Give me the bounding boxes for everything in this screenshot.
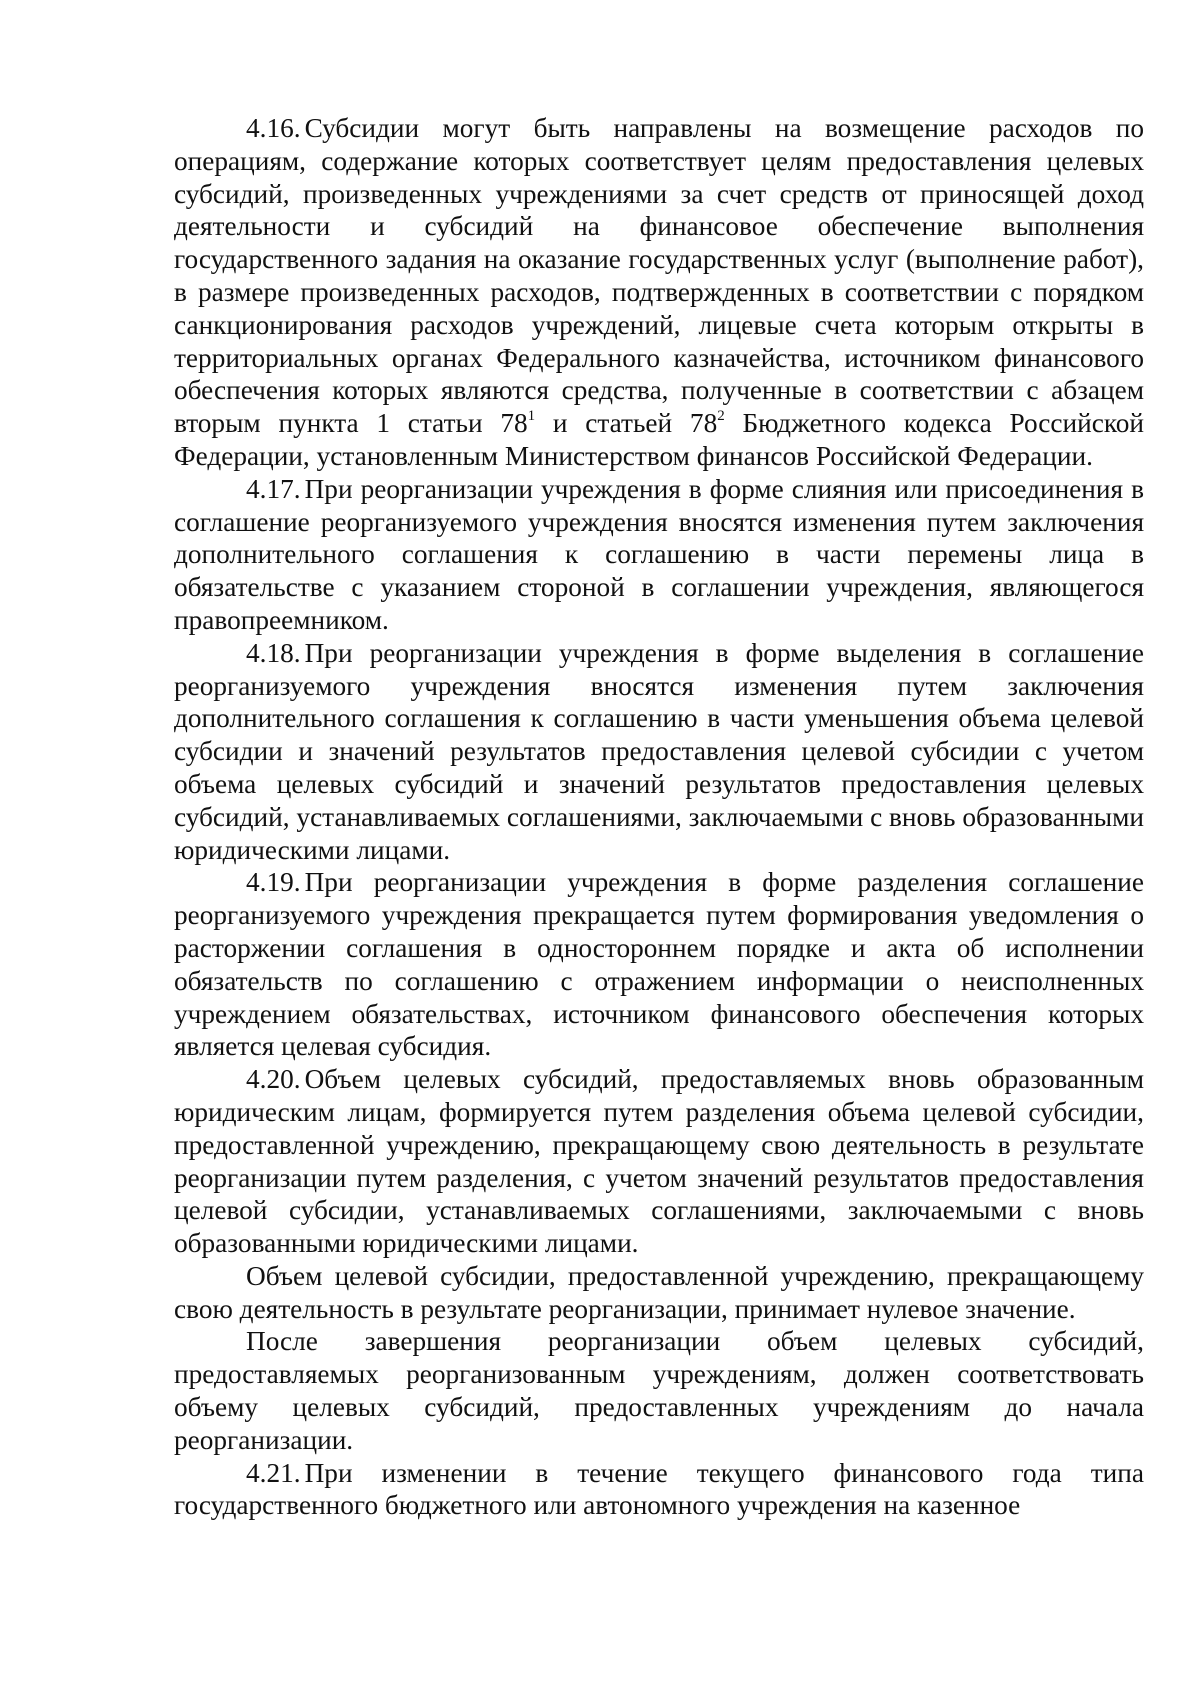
paragraph-number: 4.18.	[246, 637, 301, 668]
paragraph-text: Субсидии могут быть направлены на возмещение расходов по операциям, содержание которых соответствует целям предоставления целевых субсидий, произведенных учреждениями за счет средств от приносящей доход деятельности и субсидий на финансовое обеспечение выполнения государственного задания на оказание государственных услуг (выполнение работ), в размере произведенных расходов, подтвержденных в соответствии с порядком санкционирования расходов учреждений, лицевые счета которым открыты в территориальных органах Федерального казначейства, источником финансового обеспечения которых являются средства, полученные в соответствии с абзацем вторым пункта 1 статьи 78	[174, 113, 1144, 439]
paragraph-number: 4.19.	[246, 867, 301, 898]
paragraph-text: и статьей 78	[535, 408, 718, 439]
paragraph-text: Объем целевой субсидии, предоставленной учреждению, прекращающему свою деятельность в результате реорганизации, принимает нулевое значение.	[174, 1260, 1144, 1324]
paragraph-4-20	[174, 1063, 1144, 1260]
paragraph-4-17	[174, 473, 1144, 637]
paragraph-4-18	[174, 637, 1144, 867]
paragraph-text: После завершения реорганизации объем целевых субсидий, предоставляемых реорганизованным учреждениям, должен соответствовать объему целевых субсидий, предоставленных учреждениям до начала реорганизации.	[174, 1326, 1144, 1455]
paragraph-4-20-zero-value	[174, 1260, 1144, 1326]
paragraph-text: При реорганизации учреждения в форме выделения в соглашение реорганизуемого учреждения вносятся изменения путем заключения дополнительного соглашения к соглашению в части уменьшения объема целевой субсидии и значений результатов предоставления целевой субсидии с учетом объема целевых субсидий и значений результатов предоставления целевых субсидий, устанавливаемых соглашениями, заключаемыми с вновь образованными юридическими лицами.	[174, 637, 1144, 865]
paragraph-4-16	[174, 112, 1144, 473]
paragraph-number: 4.21.	[246, 1457, 301, 1488]
paragraph-number: 4.20.	[246, 1064, 301, 1095]
document-page	[174, 112, 1144, 1522]
superscript: 2	[717, 408, 725, 425]
paragraph-4-21	[174, 1457, 1144, 1523]
paragraph-text: При изменении в течение текущего финансового года типа государственного бюджетного или автономного учреждения на казенное	[174, 1457, 1144, 1521]
paragraph-4-19	[174, 866, 1144, 1063]
superscript: 1	[527, 408, 536, 425]
paragraph-4-20-after-reorganization	[174, 1325, 1144, 1456]
paragraph-text: При реорганизации учреждения в форме слияния или присоединения в соглашение реорганизуемого учреждения вносятся изменения путем заключения дополнительного соглашения к соглашению в части перемены лица в обязательстве с указанием стороной в соглашении учреждения, являющегося правопреемником.	[174, 473, 1144, 635]
paragraph-text: При реорганизации учреждения в форме разделения соглашение реорганизуемого учреждения прекращается путем формирования уведомления о расторжении соглашения в одностороннем порядке и акта об исполнении обязательств по соглашению с отражением информации о неисполненных учреждением обязательствах, источником финансового обеспечения которых является целевая субсидия.	[174, 867, 1144, 1062]
paragraph-number: 4.16.	[246, 113, 301, 143]
paragraph-number: 4.17.	[246, 473, 301, 504]
paragraph-text: Бюджетного кодекса Российской Федерации, установленным Министерством финансов Российской Федерации.	[174, 408, 1144, 471]
paragraph-text: Объем целевых субсидий, предоставляемых вновь образованным юридическим лицам, формируется путем разделения объема целевой субсидии, предоставленной учреждению, прекращающему свою деятельность в результате реорганизации путем разделения, с учетом значений результатов предоставления целевой субсидии, устанавливаемых соглашениями, заключаемыми с вновь образованными юридическими лицами.	[174, 1064, 1144, 1259]
